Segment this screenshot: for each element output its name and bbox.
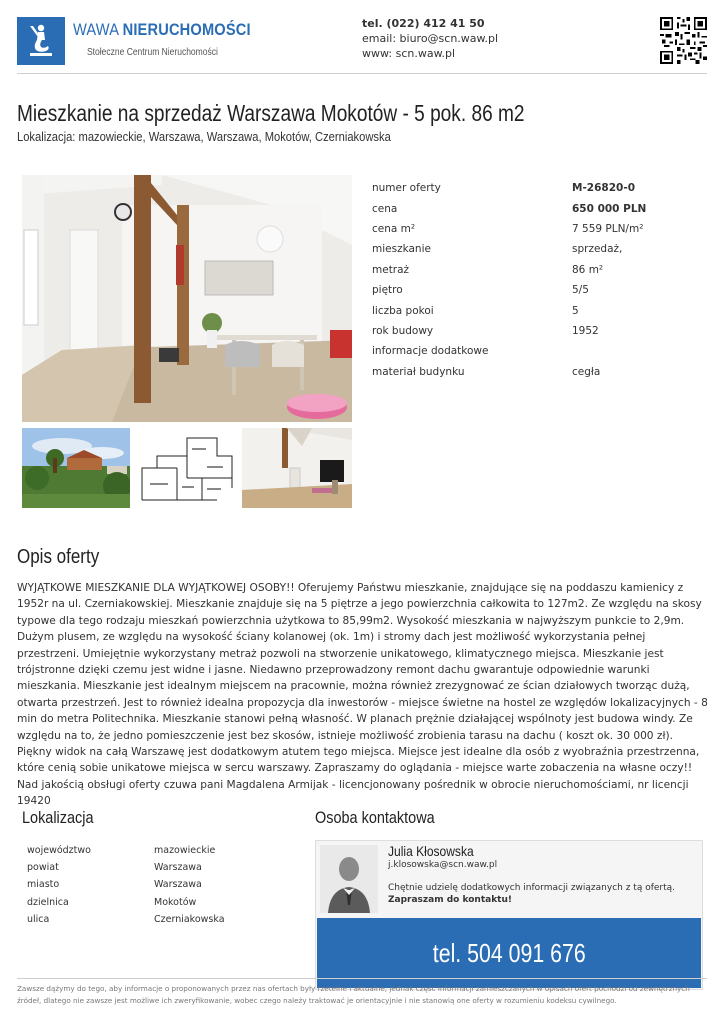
offer-details	[372, 178, 707, 382]
avatar	[320, 845, 378, 913]
detail-row	[372, 280, 707, 300]
detail-row	[372, 362, 707, 382]
qr-code-icon	[660, 17, 707, 64]
thumbnail-floorplan[interactable]	[132, 428, 240, 508]
agency-email[interactable]: email: biuro@scn.waw.pl	[362, 32, 499, 45]
location-label: miasto	[27, 879, 60, 891]
agency-contact	[362, 16, 498, 61]
location-row	[27, 842, 225, 859]
agency-phone[interactable]: tel. (022) 412 41 50	[362, 17, 485, 30]
detail-row	[372, 321, 707, 341]
detail-row	[372, 219, 707, 239]
brand-name: WAWA NIERUCHOMOŚCI	[73, 20, 251, 39]
detail-row	[372, 260, 707, 280]
contact-phone[interactable]: tel. 504 091 676	[432, 937, 586, 968]
detail-value: 7 559 PLN/m²	[572, 222, 644, 235]
contact-email[interactable]: j.klosowska@scn.waw.pl	[388, 860, 498, 870]
location-row	[27, 859, 225, 876]
detail-value: 5	[572, 304, 579, 317]
agency-website[interactable]: www: scn.waw.pl	[362, 47, 456, 60]
listing-location-line: Lokalizacja: mazowieckie, Warszawa, Warszawa, Mokotów, Czerniakowska	[17, 129, 391, 144]
location-value: mazowieckie	[154, 845, 216, 857]
contact-heading: Osoba kontaktowa	[315, 808, 435, 827]
listing-title: Mieszkanie na sprzedaż Warszawa Mokotów - 5 pok. 86 m2	[17, 100, 525, 126]
location-value: Warszawa	[154, 862, 202, 874]
location-label: ulica	[27, 913, 50, 925]
brand-subtitle: Stołeczne Centrum Nieruchomości	[87, 47, 218, 58]
description-heading: Opis oferty	[17, 546, 100, 568]
header-divider	[17, 73, 707, 74]
location-row	[27, 911, 225, 928]
location-row	[27, 876, 225, 893]
location-table	[27, 842, 225, 928]
contact-name: Julia Kłosowska	[388, 843, 474, 859]
detail-value: cegła	[572, 365, 601, 378]
thumbnail-view[interactable]	[22, 428, 130, 508]
detail-row	[372, 178, 707, 198]
company-logo[interactable]	[17, 17, 65, 65]
detail-value: 5/5	[572, 284, 589, 297]
detail-value: 650 000 PLN	[572, 202, 647, 215]
footer-disclaimer: Zawsze dążymy do tego, aby informacje o proponowanych przez nas ofertach były rzetelne i aktualne, jednak część informacji zamieszczanych w opisach ofert pochodzi od zewnętrznych źródeł, dlatego nie zawsze jest możliwe ich zweryfikowanie, wobec czego należy traktować je orientacyjnie i nie stanowią one oferty w rozumieniu kodeksu cywilnego.	[17, 984, 690, 1005]
detail-row	[372, 341, 707, 361]
location-heading: Lokalizacja	[22, 808, 94, 827]
detail-label: mieszkanie	[372, 243, 431, 256]
location-value: Czerniakowska	[154, 913, 225, 925]
detail-value: 86 m²	[572, 263, 604, 276]
detail-row	[372, 198, 707, 218]
detail-label: metraż	[372, 263, 410, 276]
location-label: województwo	[27, 845, 91, 857]
detail-row	[372, 300, 707, 320]
detail-label: liczba pokoi	[372, 304, 434, 317]
mermaid-icon	[24, 22, 58, 60]
detail-label: rok budowy	[372, 324, 434, 337]
detail-label: materiał budynku	[372, 365, 465, 378]
description-text: WYJĄTKOWE MIESZKANIE DLA WYJĄTKOWEJ OSOBY!! Oferujemy Państwu mieszkanie, znajdujące się na poddaszu kamienicy z 1952r na ul. Czerniakowskiej. Mieszkanie znajduje się na 5 piętrze a jego powierzchnia całkowita to 127m2. Ze względu na skosy typowe dla tego rodzaju mieszkań powierzchnia użytkowa to 85,99m2. Wysokość mieszkania w najwyższym punkcie to 2,9m. Dużym plusem, ze względu na wysokość ściany kolanowej (ok. 1m) i stromy dach jest możliwość wykorzystania pełnej przestrzeni. Umiejętnie wykorzystany metraż pozwoli na stworzenie unikatowego, klimatycznego miejsca. Mieszkanie jest trójstronne dzięki czemu jest widne i jasne. Niedawno przeprowadzony remont dachu gwarantuje odpowiednie warunki mieszkania. Mieszkanie jest idealnym miejscem na pracownie, można również zrezygnować ze ścian działowych tworząc dużą, otwarta przestrzeń. Jest to również idealna propozycja dla inwestorów - miejsce świetne na hostel ze względów lokalizacyjnych - 8 min do metra Politechnika. Mieszkanie stanowi pełną własność. W planach prężnie działającej wspólnoty jest budowa windy. Ze względu na to, że jedno pomieszczenie jest bez skosów, istnieje możliwość zrobienia tarasu na dachu ( koszt ok. 30 000 zł). Piękny widok na całą Warszawę jest dodatkowym atutem tego miejsca. Miejsce jest idealne dla osób z wyobraźnia przestrzenna, które cenią sobie unikatowe miejsca w sercu warszawy. Zapraszamy do oglądania - miejsce warte zobaczenia na własne oczy!! Nad jakością obsługi oferty czuwa pani Magdalena Armijak - licencjonowany pośrednik w obrocie nieruchomościami, nr licencji 19420	[17, 582, 708, 808]
detail-value: sprzedaż,	[572, 243, 623, 256]
detail-label: numer oferty	[372, 182, 441, 195]
detail-label: piętro	[372, 284, 403, 297]
detail-label: cena	[372, 202, 398, 215]
thumbnail-living-room[interactable]	[242, 428, 352, 508]
detail-label: informacje dodatkowe	[372, 345, 489, 358]
location-label: powiat	[27, 862, 59, 874]
location-row	[27, 894, 225, 911]
location-value: Warszawa	[154, 879, 202, 891]
location-label: dzielnica	[27, 896, 69, 908]
contact-message: Chętnie udzielę dodatkowych informacji związanych z tą ofertą. Zapraszam do kontaktu!	[388, 883, 676, 905]
location-value: Mokotów	[154, 896, 197, 908]
main-photo[interactable]	[22, 175, 352, 422]
detail-label: cena m²	[372, 222, 416, 235]
footer-divider	[17, 978, 707, 979]
detail-row	[372, 239, 707, 259]
detail-value: 1952	[572, 324, 599, 337]
detail-value: M-26820-0	[572, 182, 635, 195]
